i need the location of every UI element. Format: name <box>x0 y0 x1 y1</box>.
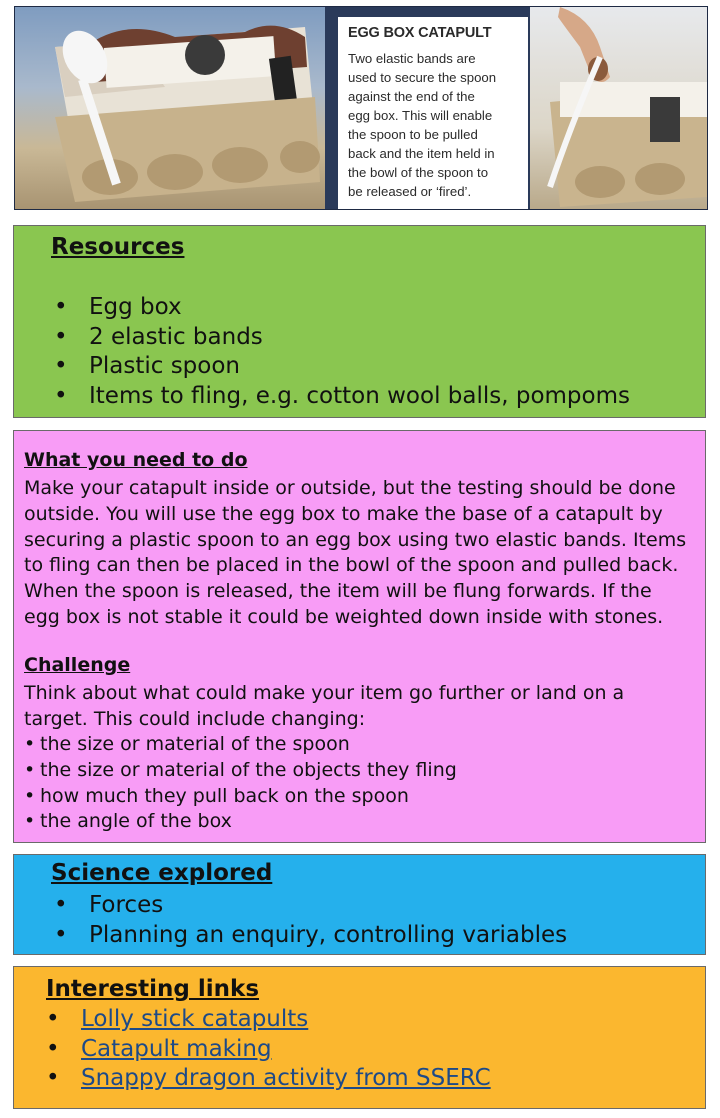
list-item: • Planning an enquiry, controlling variables <box>54 922 568 948</box>
caption-title: EGG BOX CATAPULT <box>348 25 492 41</box>
list-item: • Items to fling, e.g. cotton wool balls, pompoms <box>54 382 630 409</box>
catapult-in-use-photo <box>530 7 707 209</box>
instructions-heading: What you need to do <box>24 449 248 471</box>
instructions-text: Make your catapult inside or outside, but the testing should be done outside. You will use the egg box to make the base of a catapult by securing a plastic spoon to an egg box using two elastic bands. Items to fling can then be placed in the bowl of the spoon and pulled back. When the spoon is released, the item will be flung forwards. If the egg box is not stable it could be weighted down inside with stones. <box>24 477 687 628</box>
caption-line: be released or ‘fired’. <box>348 184 472 199</box>
links-list <box>46 1005 491 1094</box>
caption-line: used to secure the spoon <box>348 70 497 85</box>
list-item: • Egg box <box>54 294 182 320</box>
caption-line: against the end of the <box>348 89 475 104</box>
resources-section <box>13 225 706 418</box>
link-lolly-stick-catapults[interactable]: Lolly stick catapults <box>81 1006 309 1032</box>
caption-line: egg box. This will enable <box>348 108 493 123</box>
science-list <box>54 890 567 950</box>
challenge-text: Think about what could make your item go further or land on a target. This could include changing: <box>24 682 625 730</box>
caption-line: back and the item held in <box>348 146 495 161</box>
list-item: • Plastic spoon <box>54 353 241 379</box>
caption-line: the spoon to be pulled <box>348 127 478 142</box>
links-heading: Interesting links <box>46 976 260 1002</box>
challenge-list <box>24 732 457 835</box>
list-item: • Forces <box>54 892 164 918</box>
list-item: • the angle of the box <box>24 810 232 833</box>
caption-line: the bowl of the spoon to <box>348 165 489 180</box>
challenge-heading: Challenge <box>24 654 131 676</box>
list-item: • how much they pull back on the spoon <box>24 784 409 807</box>
links-section <box>13 966 706 1109</box>
list-item: • the size or material of the objects they fling <box>24 758 457 781</box>
resources-list <box>54 293 630 411</box>
list-item: • 2 elastic bands <box>54 323 263 350</box>
link-snappy-dragon[interactable]: Snappy dragon activity from SSERC <box>81 1065 491 1091</box>
caption-line: Two elastic bands are <box>348 51 476 66</box>
banner-caption <box>338 17 528 209</box>
list-item: • Snappy dragon activity from SSERC <box>46 1065 491 1091</box>
egg-box-catapult-photo <box>15 7 325 209</box>
science-heading: Science explored <box>51 860 273 886</box>
science-section <box>13 854 706 955</box>
list-item: • the size or material of the spoon <box>24 733 350 755</box>
list-item: • Catapult making <box>46 1035 272 1062</box>
list-item: • Lolly stick catapults <box>46 1006 309 1032</box>
banner <box>14 6 708 210</box>
resources-heading: Resources <box>51 234 185 260</box>
link-catapult-making[interactable]: Catapult making <box>81 1035 272 1062</box>
instructions-section <box>13 430 706 843</box>
